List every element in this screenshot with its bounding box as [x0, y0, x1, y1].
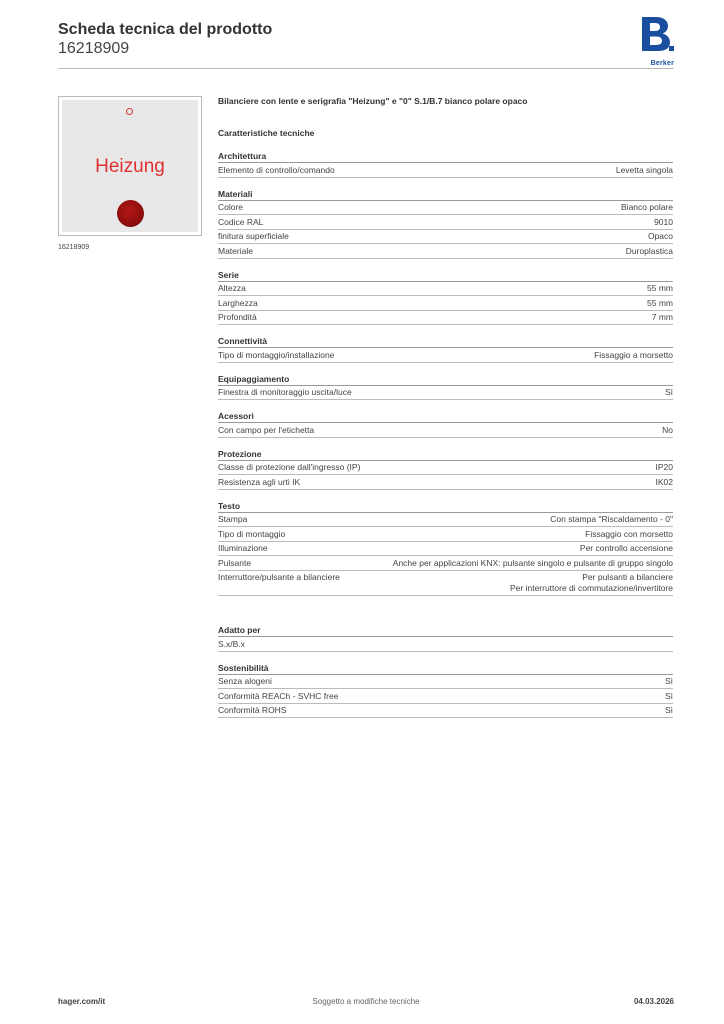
spec-key: Resistenza agli urti IK	[218, 476, 301, 487]
spec-row	[218, 230, 673, 245]
spec-row	[218, 282, 673, 297]
spec-key: Con campo per l'etichetta	[218, 424, 315, 435]
spec-value: Sì	[664, 387, 673, 397]
spec-key: Tipo di montaggio	[218, 528, 286, 539]
section-title: Equipaggiamento	[218, 373, 673, 386]
spec-row	[218, 527, 673, 542]
section-title: Sostenibilità	[218, 662, 673, 675]
spec-sections	[218, 150, 673, 718]
spec-row	[218, 386, 673, 401]
spec-row	[218, 244, 673, 259]
product-image	[58, 96, 202, 236]
section-gap	[218, 606, 673, 624]
section-title: Protezione	[218, 448, 673, 461]
spec-key: Illuminazione	[218, 543, 268, 553]
spec-section	[218, 335, 673, 363]
spec-section	[218, 269, 673, 326]
spec-value: Per controllo accensione	[579, 543, 673, 553]
spec-key: Profondità	[218, 312, 257, 322]
spec-key: Interruttore/pulsante a bilanciere	[218, 572, 340, 582]
section-title: Adatto per	[218, 624, 673, 637]
spec-key: Stampa	[218, 514, 248, 524]
spec-key: S.x/B.x	[218, 638, 245, 649]
product-image-caption: 16218909	[58, 244, 90, 251]
spec-value: Sì	[664, 705, 673, 715]
spec-row	[218, 513, 673, 528]
spec-section	[218, 662, 673, 719]
spec-value: Bianco polare	[621, 202, 673, 212]
spec-value: Sì	[664, 690, 673, 701]
spec-section	[218, 624, 673, 652]
spec-key: Larghezza	[218, 297, 258, 308]
spec-value: Opaco	[647, 231, 673, 241]
spec-key: Conformità ROHS	[218, 705, 287, 715]
spec-value: 55 mm	[647, 283, 673, 293]
spec-value: IK02	[655, 476, 673, 487]
page-title: Scheda tecnica del prodotto	[58, 21, 273, 38]
spec-section	[218, 410, 673, 438]
spec-section	[218, 500, 673, 597]
spec-content	[218, 96, 673, 728]
spec-value: No	[662, 424, 673, 435]
spec-row	[218, 296, 673, 311]
spec-value: Anche per applicazioni KNX: pulsante singolo e pulsante di gruppo singolo	[392, 557, 673, 568]
spec-section	[218, 188, 673, 259]
spec-key: Senza alogeni	[218, 676, 272, 686]
spec-row	[218, 689, 673, 704]
product-face	[62, 100, 198, 232]
product-print-label: Heizung	[95, 156, 165, 177]
product-number: 16218909	[58, 40, 130, 57]
page-header	[58, 20, 674, 70]
spec-value: Fissaggio a morsetto	[594, 349, 673, 360]
spec-section	[218, 150, 673, 178]
spec-row	[218, 423, 673, 438]
section-title: Architettura	[218, 150, 673, 163]
spec-value: Sì	[664, 676, 673, 686]
footer-website: hager.com/it	[58, 997, 106, 1006]
spec-key: finitura superficiale	[218, 231, 289, 241]
spec-key: Finestra di monitoraggio uscita/luce	[218, 387, 352, 397]
spec-row	[218, 461, 673, 476]
spec-row	[218, 163, 673, 178]
spec-row	[218, 637, 673, 652]
spec-key: Pulsante	[218, 557, 252, 568]
spec-value: Per pulsanti a bilanciere Per interruttore di commutazione/invertitore	[510, 572, 673, 593]
spec-row	[218, 571, 673, 597]
spec-row	[218, 542, 673, 557]
spec-value: Con stampa "Riscaldamento - 0"	[550, 514, 673, 524]
spec-key: Tipo di montaggio/installazione	[218, 349, 335, 360]
footer-date: 04.03.2026	[633, 997, 674, 1006]
spec-key: Altezza	[218, 283, 246, 293]
spec-value: 55 mm	[647, 297, 673, 308]
spec-row	[218, 311, 673, 326]
spec-row	[218, 556, 673, 571]
spec-row	[218, 215, 673, 230]
spec-row	[218, 704, 673, 719]
spec-value: Levetta singola	[615, 164, 673, 175]
spec-key: Codice RAL	[218, 216, 264, 227]
indicator-ring-icon	[126, 108, 133, 115]
spec-section	[218, 373, 673, 401]
specs-title: Caratteristiche tecniche	[218, 128, 315, 138]
section-title: Materiali	[218, 188, 673, 201]
product-description: Bilanciere con lente e serigrafia "Heizung" e "0" S.1/B.7 bianco polare opaco	[218, 96, 528, 106]
red-lens-icon	[117, 200, 144, 227]
spec-row	[218, 675, 673, 690]
spec-key: Classe di protezione dall'ingresso (IP)	[218, 462, 361, 472]
section-title: Serie	[218, 269, 673, 282]
spec-key: Elemento di controllo/comando	[218, 164, 335, 175]
spec-key: Conformità REACh - SVHC free	[218, 690, 339, 701]
spec-value: Fissaggio con morsetto	[585, 528, 673, 539]
spec-section	[218, 448, 673, 490]
spec-value: IP20	[655, 462, 673, 472]
spec-row	[218, 475, 673, 490]
section-title: Testo	[218, 500, 673, 513]
spec-key: Materiale	[218, 245, 253, 256]
section-title: Connettività	[218, 335, 673, 348]
header-divider	[58, 68, 674, 69]
berker-logo-icon	[640, 15, 674, 53]
spec-value: 7 mm	[651, 312, 673, 322]
brand-name: Berker	[650, 60, 674, 67]
spec-row	[218, 201, 673, 216]
spec-value: Duroplastica	[625, 245, 673, 256]
section-title: Acessori	[218, 410, 673, 423]
spec-key: Colore	[218, 202, 244, 212]
spec-row	[218, 348, 673, 363]
footer-note: Soggetto a modifiche tecniche	[312, 997, 420, 1006]
spec-value: 9010	[654, 216, 673, 227]
